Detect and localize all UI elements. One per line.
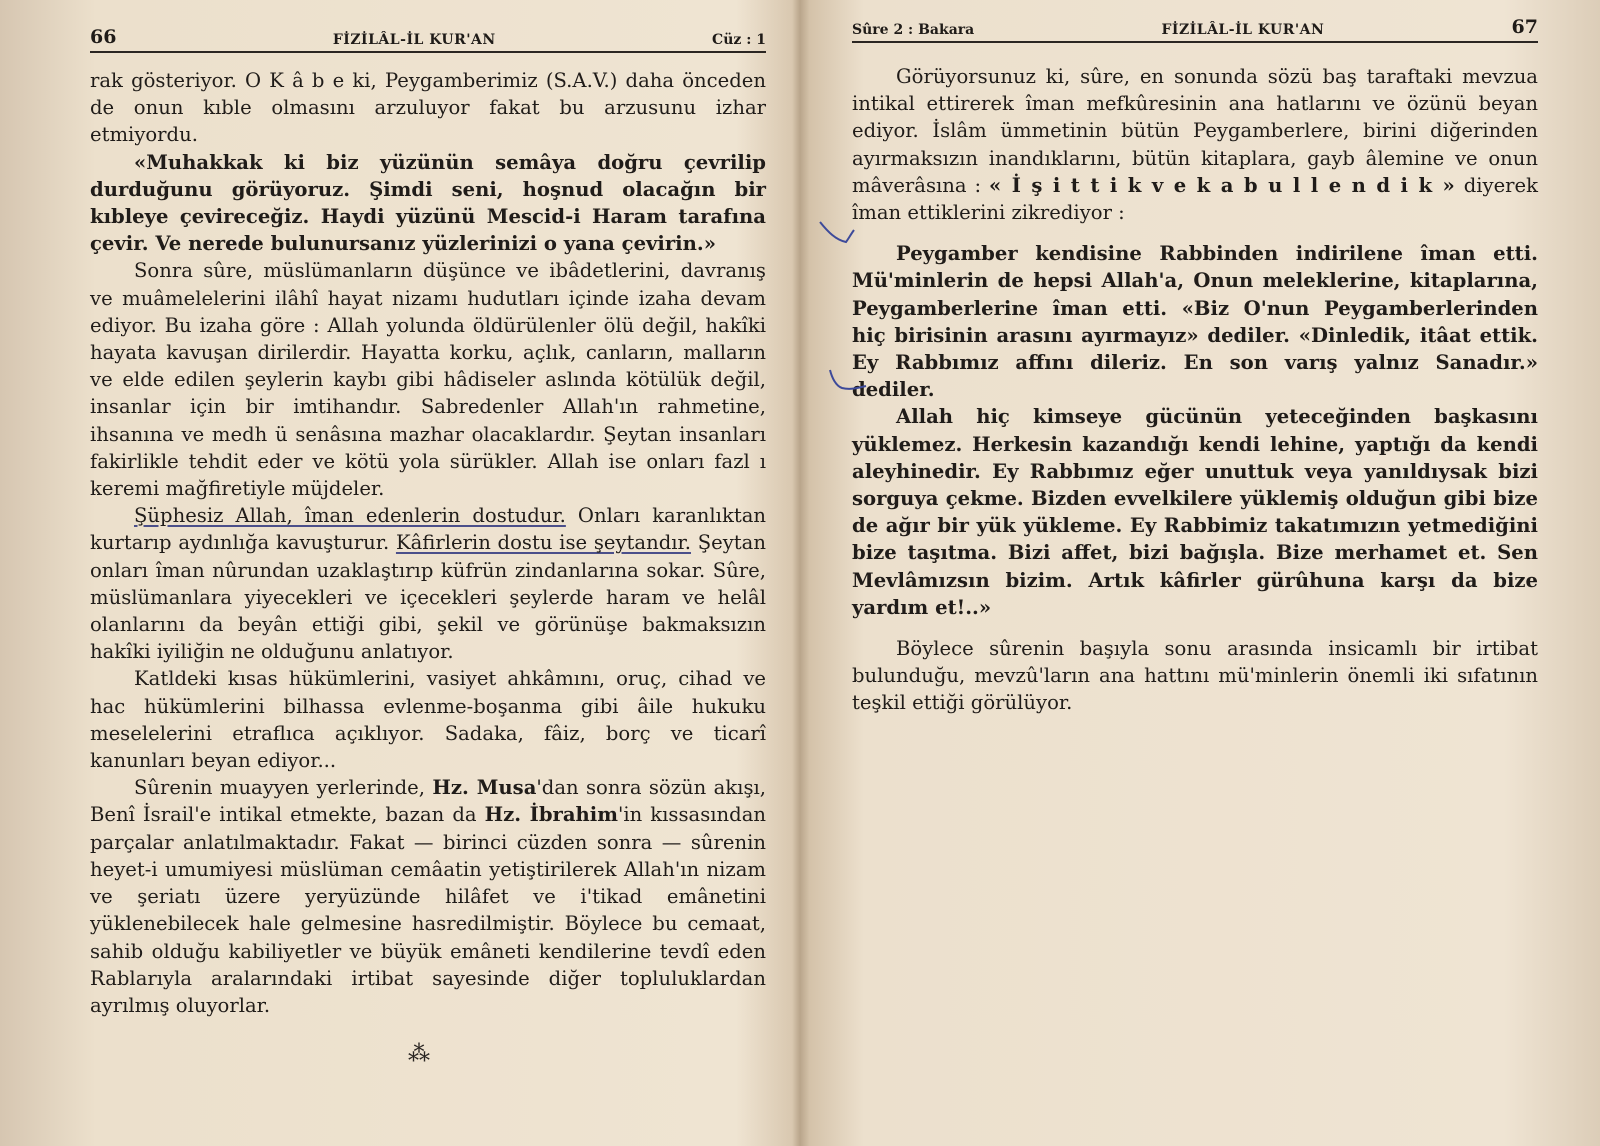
left-page-number: 66 (90, 26, 117, 48)
pen-tick-mark-1 (818, 218, 858, 248)
quote-paragraph: Peygamber kendisine Rabbinden indirilene îman etti. Mü'minlerin de hepsi Allah'a, Onun meleklerine, kitaplarına, Peygamberlerine îman etti. «Biz O'nun Peygamberlerinden hiç birisinin arasını ayırmayız» dediler. «Dinledik, itâat ettik. Ey Rabbımız affını dileriz. En son varış yalnız Sanadır.» dediler. (852, 242, 1538, 402)
spaced-phrase: « İ ş i t t i k v e k a b u l l e n d i k » (988, 173, 1456, 197)
paragraph-text: diyerek îman ettiklerini zikrediyor : (852, 173, 1538, 225)
paragraph-text: Şeytan onları îman nûrundan uzaklaştırıp küfrün zindanlarına sokar. Sûre, müslümanlara yiyecekleri ve içecekleri şeylerde haram ve helâl olanlarını da beyân ettiği gibi, şekil ve görünüşe bakmaksızın hakîki iyiliğin ne olduğunu anlatıyor. (90, 531, 766, 664)
pen-underline-2: Kâfirlerin dostu ise şeytandır. (395, 531, 691, 555)
right-page-number: 67 (1511, 16, 1538, 38)
left-running-head (90, 18, 766, 53)
prophet-name: Hz. Musa (432, 776, 537, 800)
quote-paragraph: «Muhakkak ki biz yüzünün semâya doğru çevrilip durduğunu görüyoruz. Şimdi seni, hoşnud olacağın bir kıbleye çevireceğiz. Haydi yüzünü Mescid-i Haram tarafına çevir. Ve nerede bulunursanız yüzlerinizi o yana çevirin.» (90, 150, 766, 256)
left-section-label: Cüz : 1 (712, 32, 766, 48)
paragraph-text: Onları karanlıktan kurtarıp aydınlığa kavuşturur. (90, 504, 766, 555)
pen-underline-1: Şüphesiz Allah, îman edenlerin dostudur. (134, 504, 566, 528)
left-running-title: FİZİLÂL-İL KUR'AN (332, 32, 496, 48)
right-body-text (852, 63, 1538, 717)
right-section-label: Sûre 2 : Bakara (852, 22, 975, 38)
right-running-title: FİZİLÂL-İL KUR'AN (1161, 22, 1325, 38)
paragraph (852, 63, 1538, 226)
paragraph-text: 'in kıssasından parçalar anlatılmaktadır. Fakat — birinci cüzden sonra — sûrenin heyet-i umumiyesi müslüman cemâatin yetiştirilerek Allah'ın nizam ve şeriatı üzere yeryüzünde hilâfet ve i'tikad emânetini yüklenebilecek hale gelmesine hasredilmiştir. Böylece bu cemaat, sahib olduğu kabiliyetler ve büyük emâneti kendilerine tevdî eden Rablarıyla aralarındaki irtibat sayesinde diğer topluluklardan ayrılmış oluyorlar. (90, 803, 767, 1017)
prophet-name: Hz. İbrahim (484, 803, 618, 827)
paragraph-text: Görüyorsunuz ki, sûre, en sonunda sözü baş taraftaki mevzua intikal ettirerek îman mefkûresinin ana hatlarını ve özünü beyan ediyor. İslâm ümmetinin bütün Peygamberlere, birini diğerinden ayırmaksızın inandıklarını, bütün kitaplara, gayb âlemine ve onun mâverâsına : (852, 65, 1538, 197)
closing-paragraph: Böylece sûrenin başıyla sonu arasında insicamlı bir irtibat bulunduğu, mevzû'ların ana hattını mü'minlerin önemli iki sıfatının teşkil ettiği görülüyor. (852, 637, 1538, 715)
right-running-head (852, 4, 1538, 43)
paragraph-text: Sûrenin muayyen yerlerinde, (134, 776, 433, 800)
left-body-text (90, 67, 766, 1019)
paragraph-underlined (90, 502, 766, 665)
paragraph-with-names (90, 774, 766, 1019)
right-page (800, 0, 1600, 1146)
paragraph: Sonra sûre, müslümanların düşünce ve ibâdetlerini, davranış ve muâmelelerini ilâhî hayat nizamı hudutları içinde izaha devam ediyor. Bu izaha göre : Allah yolunda öldürülenler ölü değil, hakîki hayata kavuşan dirilerdir. Hayatta korku, açlık, canların, malların ve elde edilen şeylerin kaybı gibi hâdiseler aslında kötülük değil, insanlar için bir imtihandır. Sabredenler Allah'ın rahmetine, ihsanına ve medh ü senâsına mazhar olacaklardır. Şeytan insanları fakirlikle tehdit eder ve kötü yola sürükler. Allah ise onları fazl ı keremi mağfiretiyle müjdeler. (90, 259, 766, 501)
pen-tick-mark-2 (828, 368, 868, 394)
quote-paragraph: Allah hiç kimseye gücünün yeteceğinden başkasını yüklemez. Herkesin kazandığı kendi lehine, yaptığı da kendi aleyhinedir. Ey Rabbımız eğer unuttuk veya yanıldıysak bizi sorguya çekme. Bizden evvelkilere yüklemiş olduğun gibi bize de ağır bir yük yükleme. Ey Rabbimiz takatımızın yetmediğini bize taşıtma. Bizi affet, bizi bağışla. Bize merhamet et. Sen Mevlâmızsın bizim. Artık kâfirler gürûhuna karşı da bize yardım et!..» (852, 405, 1538, 619)
paragraph-text: 'dan sonra sözün akışı, Benî İsrail'e intikal etmekte, bazan da (90, 776, 766, 827)
paragraph: Katldeki kısas hükümlerini, vasiyet ahkâmını, oruç, cihad ve hac hükümlerini bilhassa evlenme-boşanma gibi âile hukuku meselelerini etraflıca açıklıyor. Sadaka, fâiz, borç ve ticarî kanunları beyan ediyor... (90, 667, 766, 773)
end-ornament: ⁂ (408, 1042, 430, 1067)
paragraph: rak gösteriyor. O K â b e ki, Peygamberimiz (S.A.V.) daha önceden de onun kıble olmasını arzuluyor fakat bu arzusunu izhar etmiyordu. (90, 69, 766, 147)
